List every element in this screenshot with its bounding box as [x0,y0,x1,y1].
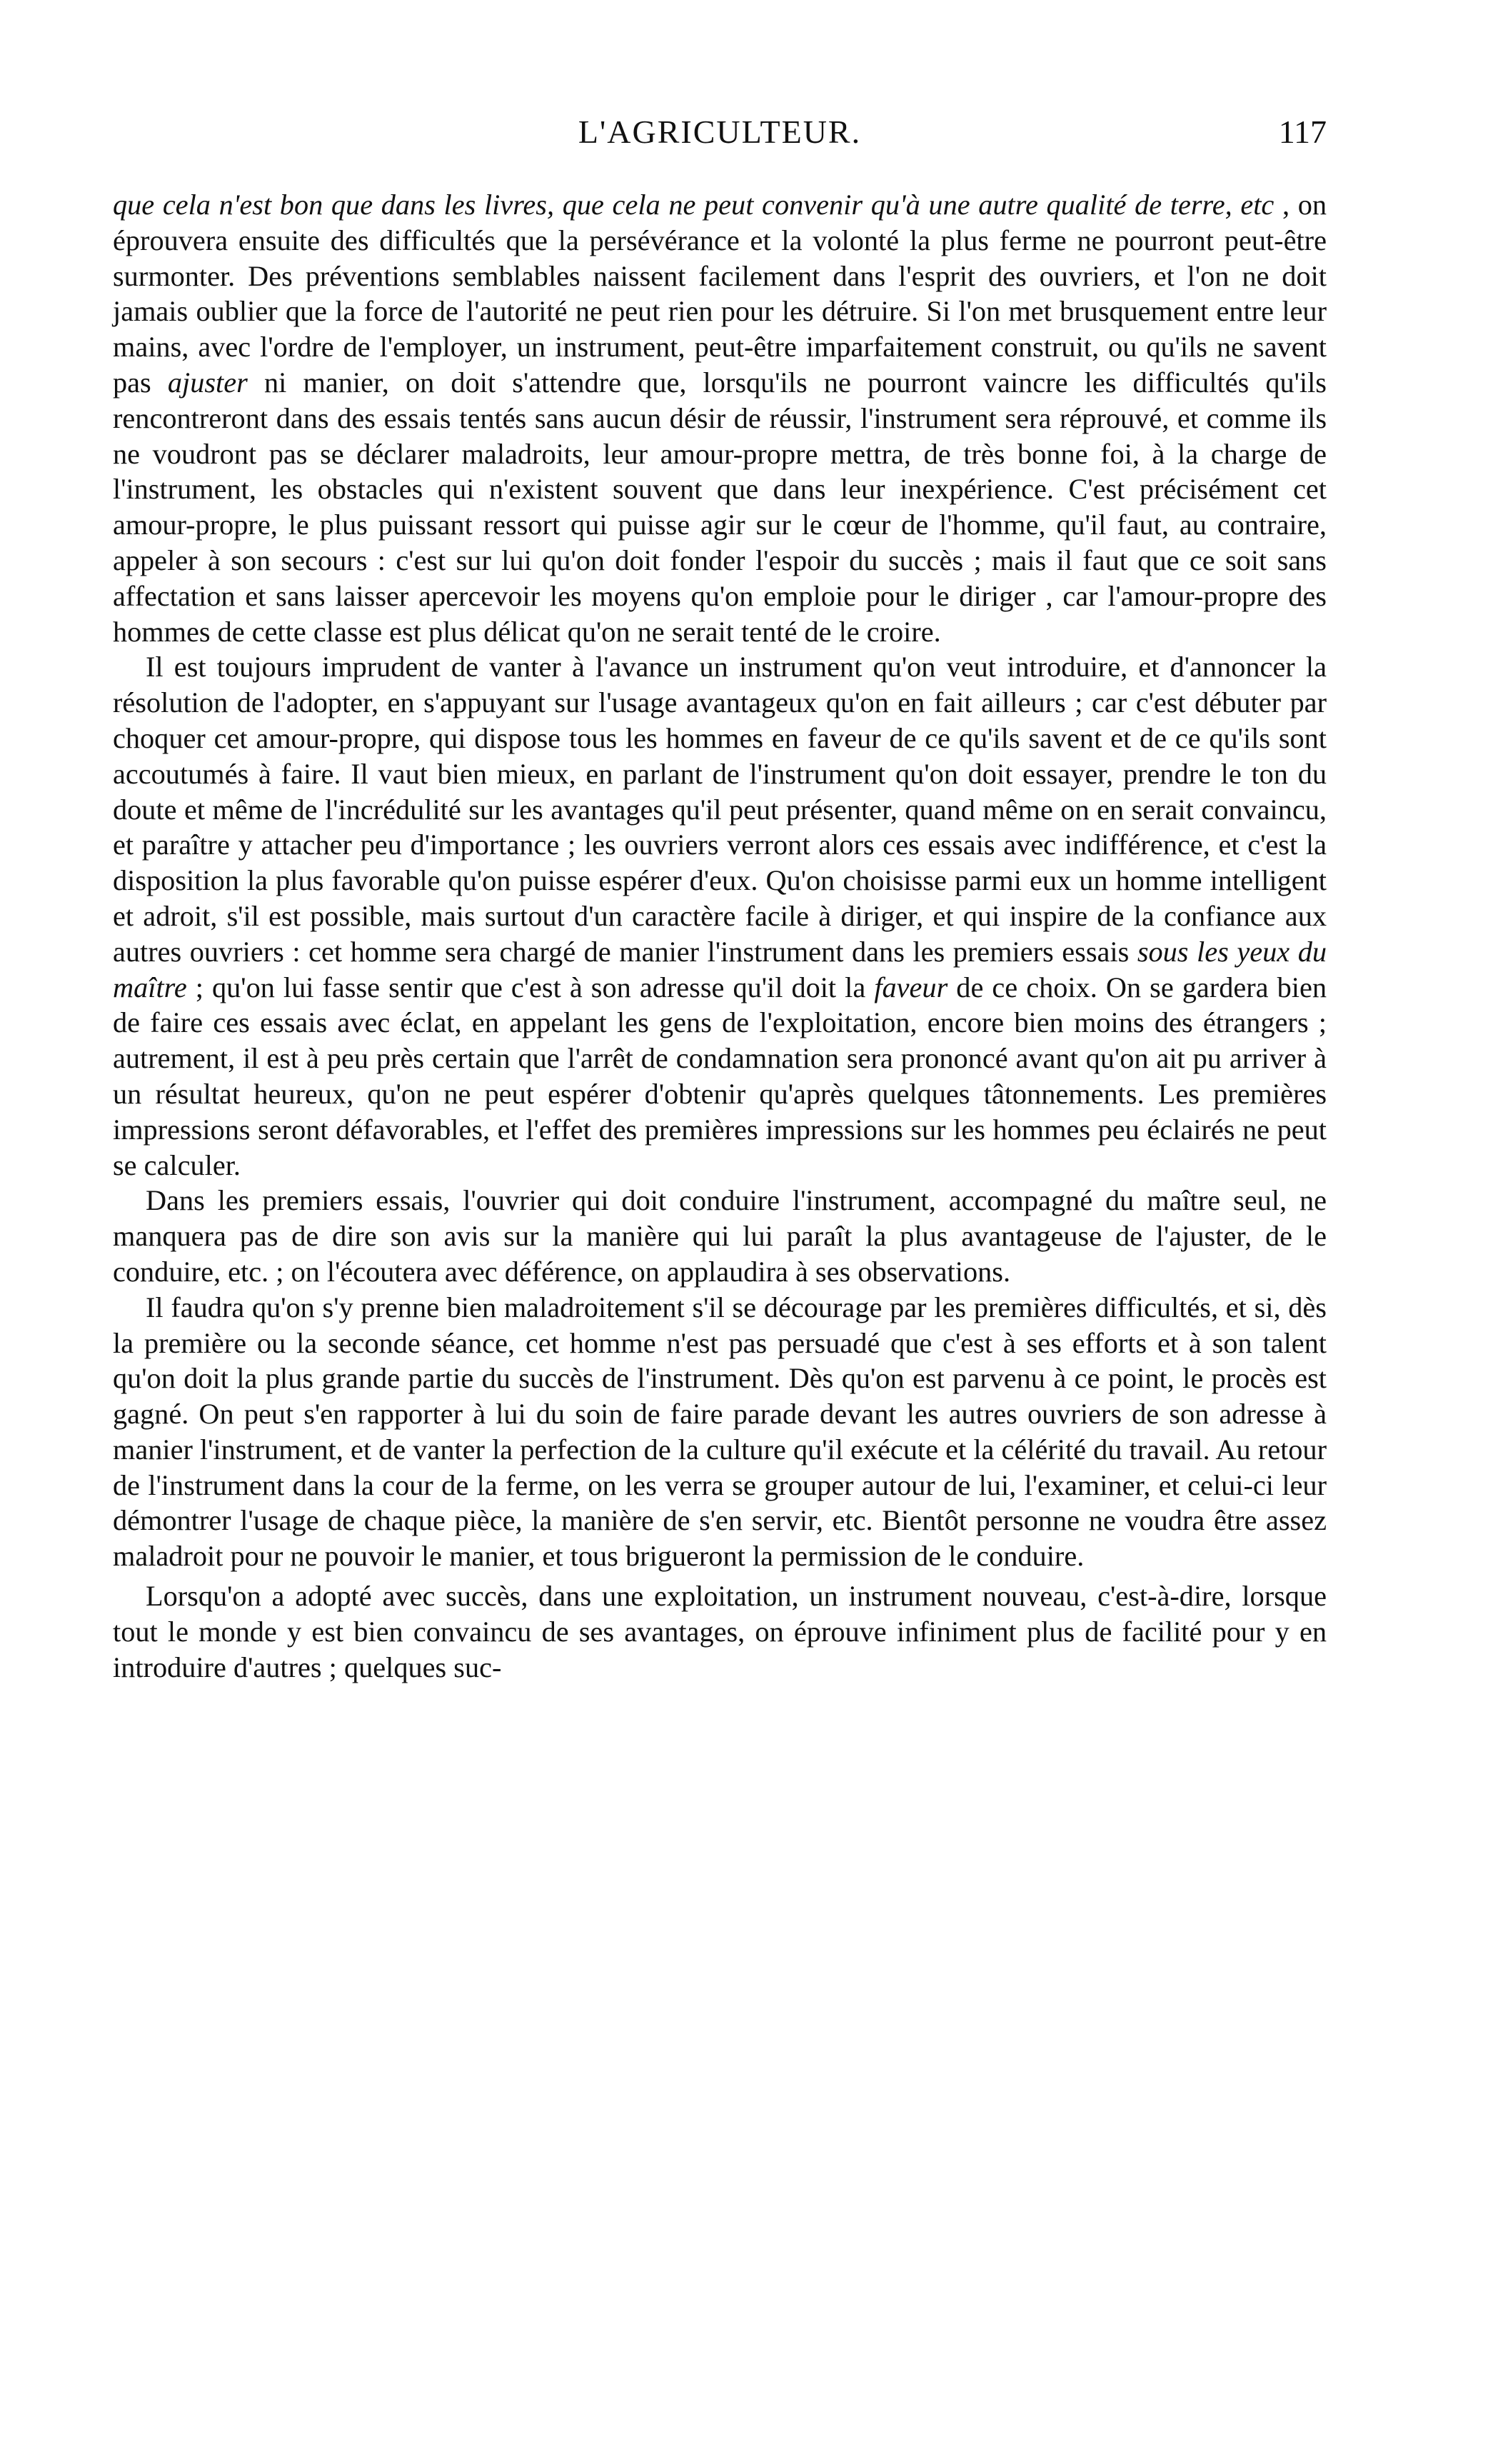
text-run: ; qu'on lui fasse sentir que c'est à son adresse qu'il doit la [186,971,875,1003]
paragraph-2 [113,649,1327,1183]
text-run: Il est toujours imprudent de vanter à l'avance un instrument qu'on veut introduire, et d'annoncer la résolution de l'adopter, en s'appuyant sur l'usage avantageux qu'on en fait ailleurs ; car c'est débuter par choquer cet amour-propre, qui dispose tous les hommes en faveur de ce qu'ils savent et de ce qu'ils sont accoutumés à faire. Il vaut bien mieux, en parlant de l'instrument qu'on doit essayer, prendre le ton du doute et même de l'incrédulité sur les avantages qu'il peut présenter, quand même on en serait convaincu, et paraître y attacher peu d'importance ; les ouvriers verront alors ces essais avec indifférence, et c'est la disposition la plus favorable qu'on puisse espérer d'eux. Qu'on choisisse parmi eux un homme intelligent et adroit, s'il est possible, mais surtout d'un caractère facile à diriger, et qui inspire de la confiance aux autres ouvriers : cet homme sera chargé de manier l'instrument dans les premiers essais [113,651,1327,968]
text-run: de ce choix. On se gardera bien de faire ces essais avec éclat, en appelant les gens de l'exploitation, encore bien moins des étrangers ; autrement, il est à peu près certain que l'arrêt de condamnation sera prononcé avant qu'on ait pu arriver à un résultat heureux, qu'on ne peut espérer d'obtenir qu'après quelques tâtonnements. Les premières impressions seront défavorables, et l'effet des premières impressions sur les hommes peu éclairés ne peut se calculer. [113,971,1327,1181]
paragraph-5 [113,1578,1327,1685]
paragraph-1 [113,187,1327,649]
text-run: , on éprouvera ensuite des difficultés que la persévérance et la volonté la plus ferme ne pourront peut-être surmonter. Des préventions semblables naissent facilement dans l'esprit des ouvriers, et l'on ne doit jamais oublier que la force de l'autorité ne peut rien pour les détruire. Si l'on met brusquement entre leur mains, avec l'ordre de l'employer, un instrument, peut-être imparfaitement construit, ou qu'ils ne savent pas [113,189,1327,399]
text-run: ni manier, on doit s'attendre que, lorsqu'ils ne pourront vaincre les difficultés qu'ils rencontreront dans des essais tentés sans aucun désir de réussir, l'instrument sera réprouvé, et comme ils ne voudront pas se déclarer maladroits, leur amour-propre mettra, de très bonne foi, à la charge de l'instrument, les obstacles qui n'existent souvent que dans leur inexpérience. C'est précisément cet amour-propre, le plus puissant ressort qui puisse agir sur le cœur de l'homme, qu'il faut, au contraire, appeler à son secours : c'est sur lui qu'on doit fonder l'espoir du succès ; mais il faut que ce soit sans affectation et sans laisser apercevoir les moyens qu'on emploie pour le diriger , car l'amour-propre des hommes de cette classe est plus délicat qu'on ne serait tenté de le croire. [113,366,1327,648]
text-run: Il faudra qu'on s'y prenne bien maladroitement s'il se décourage par les premières difficultés, et si, dès la première ou la seconde séance, cet homme n'est pas persuadé que c'est à ses efforts et à son talent qu'on doit la plus grande partie du succès de l'instrument. Dès qu'on est parvenu à ce point, le procès est gagné. On peut s'en rapporter à lui du soin de faire parade devant les autres ouvriers de son adresse à manier l'instrument, et de vanter la perfection de la culture qu'il exécute et la célérité du travail. Au retour de l'instrument dans la cour de la ferme, on les verra se grouper autour de lui, l'examiner, et celui-ci leur démontrer l'usage de chaque pièce, la manière de s'en servir, etc. Bientôt personne ne voudra être assez maladroit pour ne pouvoir le manier, et tous brigueront la permission de le conduire. [113,1291,1327,1573]
running-head [113,107,1327,157]
italic-word: faveur [874,971,948,1003]
italic-phrase: sous les yeux du maître [113,935,1327,1003]
page-number: 117 [1278,114,1327,150]
italic-word: ajuster [167,366,248,399]
paragraph-4 [113,1290,1327,1574]
italic-phrase: que cela n'est bon que dans les livres, que cela ne peut convenir qu'à une autre qualité de terre, etc [113,189,1275,221]
text-run: Dans les premiers essais, l'ouvrier qui doit conduire l'instrument, accompagné du maître seul, ne manquera pas de dire son avis sur la manière qui lui paraît la plus avantageuse de l'ajuster, de le conduire, etc. ; on l'écoutera avec déférence, on applaudira à ses observations. [113,1184,1327,1288]
running-title: L'AGRICULTEUR. [578,114,862,150]
paragraph-3 [113,1183,1327,1289]
text-run: Lorsqu'on a adopté avec succès, dans une exploitation, un instrument nouveau, c'est-à-dire, lorsque tout le monde y est bien convaincu de ses avantages, on éprouve infiniment plus de facilité pour y en introduire d'autres ; quelques suc- [113,1580,1327,1683]
body-text [113,187,1327,1685]
